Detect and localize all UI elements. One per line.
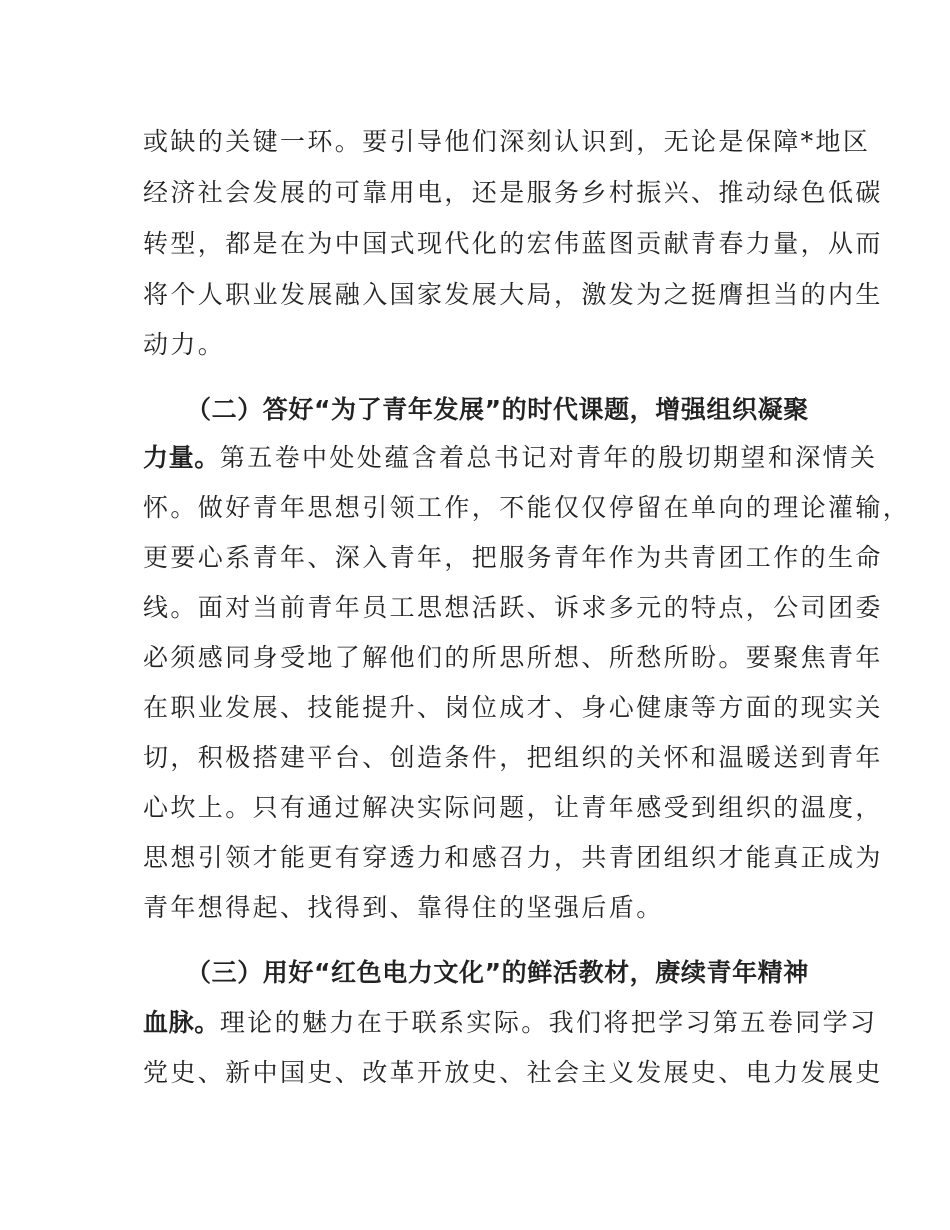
paragraph-1-line-5: 动力。 <box>143 330 226 359</box>
paragraph-2-line-9: 心坎上。只有通过解决实际问题，让青年感受到组织的温度， <box>143 793 883 822</box>
paragraph-2-line-4: 更要心系青年、深入青年，把服务青年作为共青团工作的生命 <box>143 543 883 572</box>
paragraph-3-line-3: 党史、新中国史、改革开放史、社会主义发展史、电力发展史 <box>143 1058 883 1087</box>
paragraph-3-line-2-text: 理论的魅力在于联系实际。我们将把学习第五卷同学习 <box>219 1008 878 1037</box>
paragraph-1-line-4: 将个人职业发展融入国家发展大局，激发为之挺膺担当的内生 <box>143 280 883 309</box>
paragraph-2-line-11: 青年想得起、找得到、靠得住的坚强后盾。 <box>143 893 664 922</box>
paragraph-3-line-2 <box>143 1008 877 1038</box>
paragraph-2-line-10: 思想引领才能更有穿透力和感召力，共青团组织才能真正成为 <box>143 843 883 872</box>
paragraph-1-line-1: 或缺的关键一环。要引导他们深刻认识到，无论是保障*地区 <box>143 127 871 156</box>
paragraph-2-line-6: 必须感同身受地了解他们的所思所想、所愁所盼。要聚焦青年 <box>143 643 883 672</box>
paragraph-2-line-2 <box>143 443 877 473</box>
paragraph-1-line-2: 经济社会发展的可靠用电，还是服务乡村振兴、推动绿色低碳 <box>143 178 883 207</box>
paragraph-2-line-7: 在职业发展、技能提升、岗位成才、身心健康等方面的现实关 <box>143 693 883 722</box>
section-2-heading-end: 力量。 <box>143 443 220 472</box>
paragraph-2-line-2-text: 第五卷中处处蕴含着总书记对青年的殷切期望和深情关 <box>219 443 878 472</box>
section-3-heading: （三）用好“红色电力文化”的鲜活教材，赓续青年精神 <box>186 958 809 987</box>
paragraph-1-line-3: 转型，都是在为中国式现代化的宏伟蓝图贡献青春力量，从而 <box>143 229 883 258</box>
paragraph-2-line-8: 切，积极搭建平台、创造条件，把组织的关怀和温暖送到青年 <box>143 743 883 772</box>
section-3-heading-end: 血脉。 <box>143 1008 220 1037</box>
section-2-heading: （二）答好“为了青年发展”的时代课题，增强组织凝聚 <box>186 395 809 424</box>
paragraph-2-line-3: 怀。做好青年思想引领工作，不能仅仅停留在单向的理论灌输， <box>143 493 911 522</box>
paragraph-2-line-5: 线。面对当前青年员工思想活跃、诉求多元的特点，公司团委 <box>143 593 883 622</box>
